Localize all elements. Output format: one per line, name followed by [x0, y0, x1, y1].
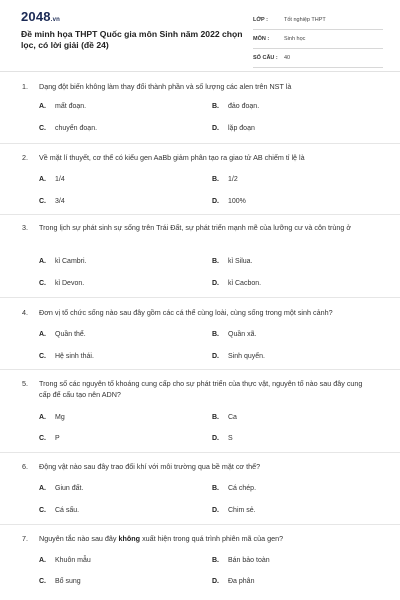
option-text: Cá sấu. — [55, 507, 80, 514]
option-letter: B. — [212, 103, 219, 110]
option-letter: B. — [212, 331, 219, 338]
option-letter: C. — [39, 125, 46, 132]
question-number: 5. — [22, 379, 28, 388]
option-b[interactable] — [212, 557, 270, 564]
question-divider — [0, 143, 400, 144]
option-text: đảo đoạn. — [228, 103, 260, 110]
option-b[interactable] — [212, 103, 259, 110]
option-letter: B. — [212, 414, 219, 421]
option-letter: A. — [39, 414, 46, 421]
option-text: P — [55, 435, 60, 442]
question-text-part: xuất hiện trong quá trình phiên mã của gen? — [140, 534, 284, 543]
option-text: S — [228, 435, 233, 442]
option-c[interactable] — [39, 198, 65, 205]
option-b[interactable] — [212, 485, 256, 492]
question-text-part: Về mặt lí thuyết, cơ thể có kiểu gen AaBb giảm phân tạo ra giao tử AB chiếm tỉ lệ là — [39, 153, 305, 162]
option-c[interactable] — [39, 507, 79, 514]
question-text — [39, 153, 364, 164]
meta-value: Tốt nghiệp THPT — [284, 17, 326, 23]
option-letter: B. — [212, 557, 219, 564]
option-letter: D. — [212, 578, 219, 585]
option-d[interactable] — [212, 435, 233, 442]
option-a[interactable] — [39, 331, 86, 338]
option-d[interactable] — [212, 125, 255, 132]
question-text-part: Trong số các nguyên tố khoáng cung cấp cho sự phát triển của thực vật, nguyên tố nào sau đây cung cấp để cấu tạo nên ADN? — [39, 379, 363, 399]
option-letter: C. — [39, 280, 46, 287]
option-letter: C. — [39, 353, 46, 360]
option-letter: B. — [212, 485, 219, 492]
option-letter: D. — [212, 280, 219, 287]
question-divider — [0, 369, 400, 370]
question-text — [39, 308, 364, 319]
option-text: Khuôn mẫu — [55, 557, 91, 564]
question-text — [39, 462, 364, 473]
option-b[interactable] — [212, 258, 253, 265]
document-title: Đề minh họa THPT Quốc gia môn Sinh năm 2022 chọn lọc, có lời giải (đề 24) — [21, 29, 243, 50]
logo-text: 2048 — [21, 9, 51, 24]
meta-label: MÔN : — [253, 36, 270, 42]
option-text: kỉ Silua. — [228, 258, 253, 265]
option-text: Mg — [55, 414, 65, 421]
document-meta — [253, 14, 383, 71]
option-letter: A. — [39, 557, 46, 564]
option-text: 1/2 — [228, 176, 238, 183]
option-text: Hệ sinh thái. — [55, 353, 94, 360]
option-b[interactable] — [212, 331, 256, 338]
question-divider — [0, 297, 400, 298]
option-c[interactable] — [39, 125, 97, 132]
option-text: Bổ sung — [55, 578, 81, 585]
option-d[interactable] — [212, 198, 246, 205]
question-text — [39, 223, 364, 234]
option-a[interactable] — [39, 103, 86, 110]
option-text: Quần xã. — [228, 331, 257, 338]
meta-row-class — [253, 14, 383, 30]
question-number: 1. — [22, 82, 28, 91]
option-letter: A. — [39, 103, 46, 110]
option-text: Giun đất. — [55, 485, 84, 492]
question-divider — [0, 452, 400, 453]
option-d[interactable] — [212, 578, 254, 585]
option-letter: D. — [212, 507, 219, 514]
option-c[interactable] — [39, 578, 81, 585]
option-d[interactable] — [212, 507, 256, 514]
option-d[interactable] — [212, 280, 261, 287]
option-letter: C. — [39, 435, 46, 442]
document-header — [0, 0, 400, 78]
header-divider — [0, 71, 400, 72]
question-number: 4. — [22, 308, 28, 317]
option-text: mất đoạn. — [55, 103, 87, 110]
question-divider — [0, 214, 400, 215]
question-number: 6. — [22, 462, 28, 471]
option-text: Sinh quyển. — [228, 353, 265, 360]
site-logo[interactable] — [21, 9, 60, 24]
option-b[interactable] — [212, 414, 237, 421]
option-letter: A. — [39, 176, 46, 183]
option-text: kỉ Devon. — [55, 280, 85, 287]
option-letter: D. — [212, 198, 219, 205]
question-number: 7. — [22, 534, 28, 543]
option-text: 1/4 — [55, 176, 65, 183]
option-text: lặp đoạn — [228, 125, 255, 132]
question-text — [39, 534, 364, 545]
option-text: 3/4 — [55, 198, 65, 205]
option-a[interactable] — [39, 258, 87, 265]
question-number: 2. — [22, 153, 28, 162]
option-letter: C. — [39, 578, 46, 585]
meta-value: 40 — [284, 55, 291, 61]
option-c[interactable] — [39, 435, 60, 442]
option-text: Quần thể. — [55, 331, 86, 338]
option-letter: B. — [212, 258, 219, 265]
question-text-part: Trong lịch sự phát sinh sự sống trên Trái Đất, sự phát triển mạnh mẽ của lưỡng cư và côn trùng ở — [39, 223, 352, 232]
question-text — [39, 82, 364, 93]
question-text — [39, 379, 364, 400]
option-letter: A. — [39, 485, 46, 492]
option-a[interactable] — [39, 557, 91, 564]
option-b[interactable] — [212, 176, 238, 183]
option-text: kỉ Cacbon. — [228, 280, 262, 287]
option-text: Chim sẻ. — [228, 507, 256, 514]
option-a[interactable] — [39, 176, 65, 183]
option-letter: D. — [212, 125, 219, 132]
question-divider — [0, 524, 400, 525]
option-a[interactable] — [39, 485, 83, 492]
question-text-emphasis: không — [118, 534, 141, 543]
option-text: Đa phân — [228, 578, 255, 585]
question-number: 3. — [22, 223, 28, 232]
option-text: Ca — [228, 414, 237, 421]
option-text: Cá chép. — [228, 485, 257, 492]
question-text-part: Động vật nào sau đây trao đổi khí với môi trường qua bề mặt cơ thể? — [39, 462, 261, 471]
meta-value: Sinh học — [284, 36, 306, 42]
option-letter: A. — [39, 331, 46, 338]
option-letter: C. — [39, 198, 46, 205]
meta-row-subject — [253, 33, 383, 49]
option-d[interactable] — [212, 353, 265, 360]
option-c[interactable] — [39, 353, 94, 360]
option-letter: B. — [212, 176, 219, 183]
option-c[interactable] — [39, 280, 84, 287]
option-text: 100% — [228, 198, 246, 205]
option-text: Bán bảo toàn — [228, 557, 270, 564]
option-letter: D. — [212, 435, 219, 442]
option-text: chuyển đoạn. — [55, 125, 98, 132]
option-a[interactable] — [39, 414, 65, 421]
meta-label: LỚP : — [253, 17, 268, 23]
option-text: kỉ Cambri. — [55, 258, 87, 265]
question-text-part: Dạng đột biến không làm thay đổi thành phần và số lượng các alen trên NST là — [39, 82, 292, 91]
option-letter: D. — [212, 353, 219, 360]
option-letter: A. — [39, 258, 46, 265]
question-text-part: Nguyên tắc nào sau đây — [39, 534, 119, 543]
question-text-part: Đơn vị tổ chức sống nào sau đây gồm các cá thể cùng loài, cùng sống trong một sinh cảnh? — [39, 308, 333, 317]
option-letter: C. — [39, 507, 46, 514]
meta-label: SỐ CÂU : — [253, 55, 278, 61]
meta-row-count — [253, 52, 383, 68]
logo-suffix: .vn — [50, 17, 61, 23]
